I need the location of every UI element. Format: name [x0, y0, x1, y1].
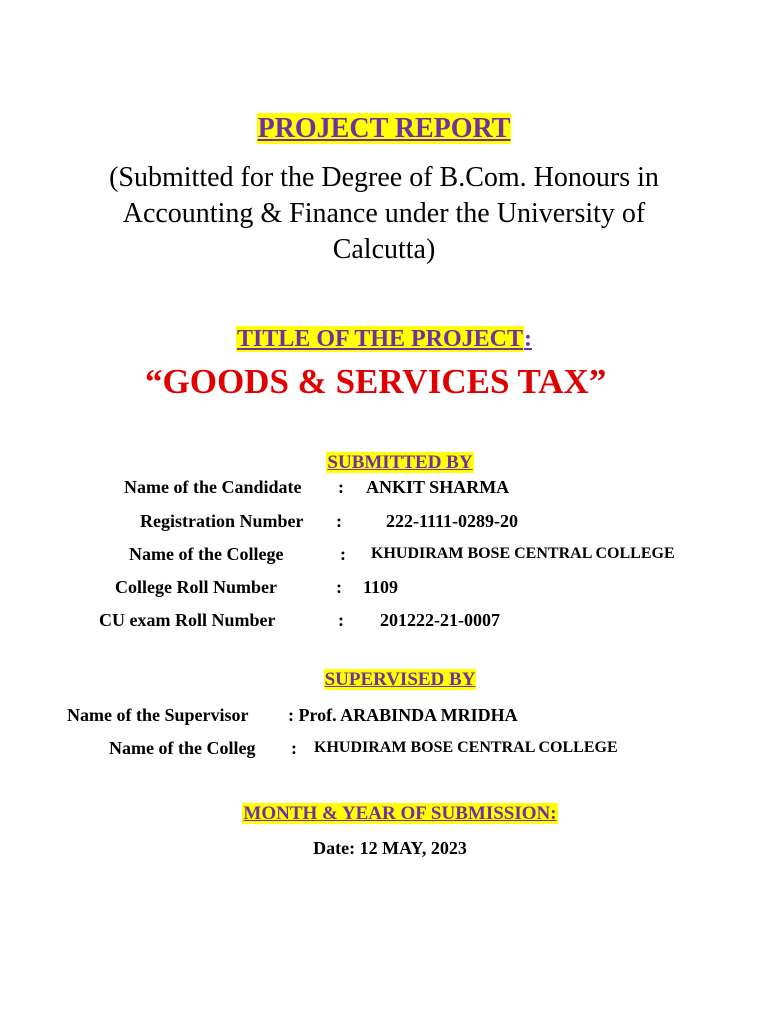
submission-note [0, 160, 768, 268]
supervisor-name-label: Name of the Supervisor [67, 705, 249, 725]
title-heading-label: TITLE OF THE PROJECT [236, 326, 524, 352]
candidate-name-value: ANKIT SHARMA [366, 477, 510, 497]
college-roll-number-sep: : [336, 577, 342, 597]
candidate-name-sep: : [338, 477, 344, 497]
college-roll-number-value: 1109 [363, 577, 399, 597]
registration-number-value: 222-1111-0289-20 [386, 511, 519, 531]
cu-exam-roll-number-label: CU exam Roll Number [99, 610, 276, 630]
cu-exam-roll-number-sep: : [338, 610, 344, 630]
supervisor-college-value: KHUDIRAM BOSE CENTRAL COLLEGE [314, 739, 618, 756]
month-year-heading [0, 802, 768, 826]
registration-number-label: Registration Number [140, 511, 304, 531]
month-year-label: MONTH & YEAR OF SUBMISSION: [243, 803, 557, 824]
college-name-value: KHUDIRAM BOSE CENTRAL COLLEGE [371, 545, 675, 562]
submission-date: Date: 12 MAY, 2023 [313, 838, 467, 858]
submission-note-line-2: Accounting & Finance under the University of [122, 198, 646, 229]
candidate-name-label: Name of the Candidate [124, 477, 302, 497]
supervised-by-label: SUPERVISED BY [324, 669, 476, 690]
supervised-by-heading [0, 668, 768, 692]
project-report-label: PROJECT REPORT [257, 113, 511, 144]
title-heading [0, 323, 768, 355]
college-roll-number-label: College Roll Number [115, 577, 277, 597]
submitted-by-label: SUBMITTED BY [327, 452, 473, 473]
title-heading-colon: : [524, 326, 533, 352]
supervisor-college-label: Name of the Colleg [109, 738, 256, 758]
college-name-label: Name of the College [129, 544, 284, 564]
report-heading [0, 112, 768, 146]
project-title: “GOODS & SERVICES TAX” [145, 362, 607, 401]
cu-exam-roll-number-value: 201222-21-0007 [380, 610, 500, 630]
submitted-by-heading [0, 451, 768, 475]
registration-number-sep: : [336, 511, 342, 531]
supervisor-college-sep: : [291, 738, 297, 758]
supervisor-name-value: : Prof. ARABINDA MRIDHA [288, 705, 518, 725]
submission-note-line-1: (Submitted for the Degree of B.Com. Honours in [109, 162, 659, 193]
submission-note-line-3: Calcutta) [332, 234, 436, 265]
college-name-sep: : [340, 544, 346, 564]
